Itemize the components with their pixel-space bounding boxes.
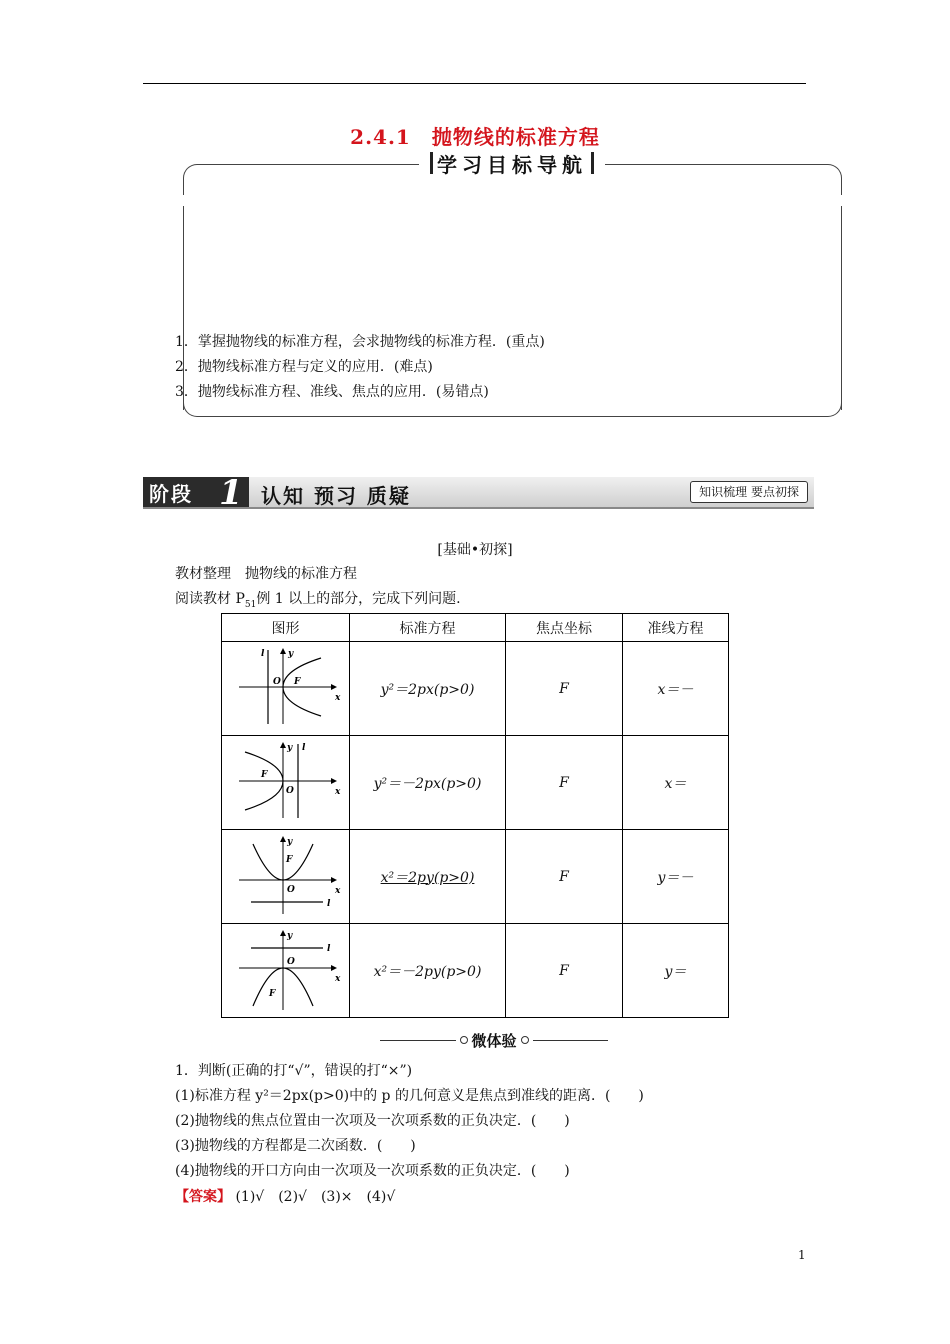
origin-label: O	[286, 884, 295, 895]
focus-cell: F	[506, 642, 623, 736]
x-arrow	[331, 877, 337, 883]
header-directrix: 准线方程	[623, 614, 729, 642]
focus-label: F	[268, 988, 275, 999]
micro-line-right	[533, 1040, 609, 1041]
y-arrow	[280, 836, 286, 842]
x-label: x	[334, 885, 340, 896]
micro-dot-right	[521, 1036, 529, 1044]
standard-equation-table	[221, 613, 729, 1018]
goal-item: 1．掌握抛物线的标准方程，会求抛物线的标准方程．(重点)	[175, 334, 545, 350]
section-title: 2.4.1 抛物线的标准方程	[350, 125, 600, 149]
x-arrow	[331, 778, 337, 784]
directrix-cell: y＝－	[623, 830, 729, 924]
table-row	[222, 924, 729, 1018]
x-label: x	[334, 786, 340, 797]
figure-cell	[222, 642, 350, 736]
equation-cell: y²＝2px(p>0)	[350, 642, 506, 736]
directrix-cell: y＝	[623, 924, 729, 1018]
goal-item: 3．抛物线标准方程、准线、焦点的应用．(易错点)	[175, 384, 489, 400]
x-arrow	[331, 965, 337, 971]
micro-line-left	[380, 1040, 456, 1041]
basics-label: [基础•初探]	[437, 542, 513, 558]
l-label: l	[301, 742, 305, 753]
y-arrow	[280, 930, 286, 936]
y-label: y	[287, 648, 293, 659]
exercise-title: 1．判断(正确的打“√”，错误的打“×”)	[175, 1063, 413, 1079]
goal-banner	[419, 150, 605, 176]
reading-line	[175, 588, 461, 610]
y-label: y	[286, 930, 292, 941]
x-label: x	[334, 973, 340, 984]
focus-label: F	[293, 676, 300, 687]
focus-cell: F	[506, 830, 623, 924]
equation-cell: x²＝－2py(p>0)	[350, 924, 506, 1018]
reading-suffix: 例 1 以上的部分，完成下列问题.	[256, 591, 461, 607]
answer-label: 【答案】	[175, 1189, 231, 1205]
equation-cell: x²＝2py(p>0)	[350, 830, 506, 924]
parabola-left-figure	[231, 738, 341, 824]
exercise-item: (4)抛物线的开口方向由一次项及一次项系数的正负决定．( )	[175, 1163, 570, 1179]
parabola-right-figure	[231, 644, 341, 730]
parabola-up-figure	[231, 832, 341, 918]
textbook-line: 教材整理 抛物线的标准方程	[175, 566, 357, 582]
answer-line	[175, 1186, 395, 1206]
x-arrow	[331, 684, 337, 690]
table-header-row	[222, 614, 729, 642]
micro-heading-text: 微体验	[471, 1031, 517, 1050]
equation-cell: y²＝－2px(p>0)	[350, 736, 506, 830]
directrix-cell: x＝－	[623, 642, 729, 736]
figure-cell	[222, 924, 350, 1018]
answer-text: (1)√ (2)√ (3)× (4)√	[235, 1189, 396, 1205]
page-number: 1	[798, 1248, 806, 1262]
x-label: x	[334, 692, 340, 703]
figure-cell	[222, 830, 350, 924]
origin-label: O	[272, 676, 281, 687]
stage-tag: 知识梳理 要点初探	[690, 481, 808, 503]
directrix-cell: x＝	[623, 736, 729, 830]
top-rule	[143, 83, 806, 84]
y-arrow	[280, 742, 286, 748]
banner-bar-right	[591, 152, 594, 174]
table-row	[222, 830, 729, 924]
stage-heading: 认知 预习 质疑	[261, 484, 411, 508]
header-figure: 图形	[222, 614, 350, 642]
reading-prefix: 阅读教材 P	[175, 591, 245, 607]
micro-heading	[380, 1030, 608, 1050]
micro-dot-left	[460, 1036, 468, 1044]
parabola-down-figure	[231, 926, 341, 1012]
y-label: y	[286, 742, 292, 753]
header-equation: 标准方程	[350, 614, 506, 642]
stage-header	[143, 473, 814, 513]
reading-sub: 51	[244, 599, 257, 610]
stage-number: 1	[219, 473, 243, 513]
exercise-item: (3)抛物线的方程都是二次函数．( )	[175, 1138, 416, 1154]
l-label: l	[260, 648, 264, 659]
banner-bar-left	[430, 152, 433, 174]
table-row	[222, 642, 729, 736]
stage-label: 阶段	[143, 477, 249, 507]
focus-cell: F	[506, 736, 623, 830]
l-label: l	[326, 898, 330, 909]
figure-cell	[222, 736, 350, 830]
table-row	[222, 736, 729, 830]
focus-cell: F	[506, 924, 623, 1018]
y-arrow	[280, 648, 286, 654]
exercise-item: (1)标准方程 y²＝2px(p>0)中的 p 的几何意义是焦点到准线的距离．( )	[175, 1088, 644, 1104]
exercise-item: (2)抛物线的焦点位置由一次项及一次项系数的正负决定．( )	[175, 1113, 570, 1129]
header-focus: 焦点坐标	[506, 614, 623, 642]
goal-item: 2．抛物线标准方程与定义的应用．(难点)	[175, 359, 433, 375]
origin-label: O	[285, 785, 294, 796]
l-label: l	[326, 943, 330, 954]
focus-label: F	[285, 854, 292, 865]
goal-banner-text: 学习目标导航	[437, 152, 587, 177]
origin-label: O	[286, 956, 295, 967]
goals-list	[175, 330, 545, 405]
y-label: y	[286, 836, 292, 847]
focus-label: F	[260, 769, 267, 780]
